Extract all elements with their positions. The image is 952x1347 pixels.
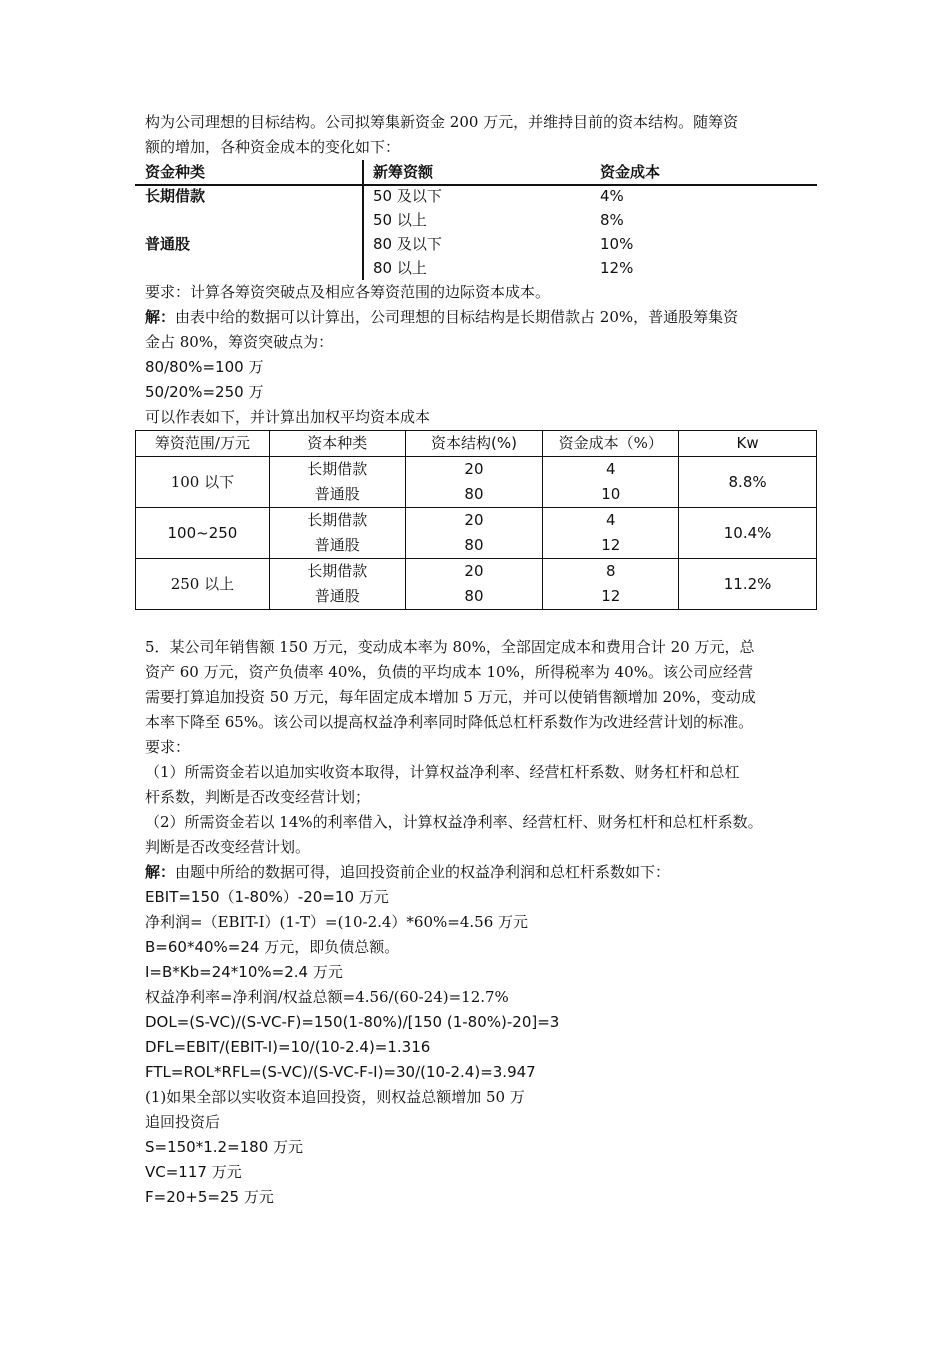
cost-cell: 12 [543, 533, 679, 559]
col-header-type: 资本种类 [269, 431, 405, 457]
kw-cell: 10.4% [679, 508, 817, 559]
row-4-cost: 12% [600, 259, 634, 277]
row-1-amount: 50 及以下 [373, 187, 442, 205]
calc-line: B=60*40%=24 万元，即负债总额。 [145, 938, 400, 956]
structure-cell: 20 [405, 457, 543, 483]
calc-line: 权益净利率=净利润/权益总额=4.56/(60-24)=12.7% [145, 988, 509, 1006]
kw-cell: 11.2% [679, 559, 817, 610]
solution-line-2: 金占 80%，筹资突破点为： [145, 333, 334, 351]
type-cell: 普通股 [269, 482, 405, 508]
problem-line: 要求： [145, 738, 191, 756]
calc-line: EBIT=150（1-80%）-20=10 万元 [145, 888, 389, 906]
problem-5-text [145, 635, 817, 860]
intro-line-1: 构为公司理想的目标结构。公司拟筹集新资金 200 万元，并维持目前的资本结构。随筹资 [145, 113, 739, 131]
header-cost: 资金成本 [600, 163, 661, 181]
capital-cost-table [145, 160, 817, 280]
type-cell: 长期借款 [269, 457, 405, 483]
range-cell: 250 以上 [136, 559, 270, 610]
kw-cell: 8.8% [679, 457, 817, 508]
problem-line: 判断是否改变经营计划。 [145, 838, 311, 856]
range-cell: 100~250 [136, 508, 270, 559]
row-3-amount: 80 及以下 [373, 235, 442, 253]
solution-line-1: 由表中给的数据可以计算出，公司理想的目标结构是长期借款占 20%，普通股筹集资 [175, 308, 739, 326]
header-amount: 新筹资额 [373, 163, 434, 181]
table-divider [362, 160, 364, 280]
cost-cell: 10 [543, 482, 679, 508]
problem-line: （1）所需资金若以追加实收资本取得，计算权益净利率、经营杠杆系数、财务杠杆和总杠 [145, 763, 740, 781]
weighted-cost-table [135, 430, 817, 610]
calc-line: 净利润=（EBIT-I）(1-T）=(10-2.4）*60%=4.56 万元 [145, 913, 529, 931]
table-row [136, 559, 817, 585]
cost-cell: 4 [543, 457, 679, 483]
requirement-line: 要求：计算各筹资突破点及相应各筹资范围的边际资本成本。 [145, 283, 551, 301]
calc-line-1: 80/80%=100 万 [145, 358, 264, 376]
row-1-cost: 4% [600, 187, 624, 205]
problem-line: 需要打算追加投资 50 万元，每年固定成本增加 5 万元，并可以使销售额增加 20%，变动成 [145, 688, 756, 706]
col-header-cost: 资金成本（%） [543, 431, 679, 457]
row-2-amount: 50 以上 [373, 211, 427, 229]
row-2-cost: 8% [600, 211, 624, 229]
row-1-type: 长期借款 [145, 187, 206, 205]
table-note: 可以作表如下，并计算出加权平均资本成本 [145, 408, 431, 426]
intro-line-2: 额的增加，各种资金成本的变化如下： [145, 138, 401, 156]
problem-line: （2）所需资金若以 14%的利率借入，计算权益净利率、经营杠杆、财务杠杆和总杠杆系数。 [145, 813, 763, 831]
structure-cell: 20 [405, 508, 543, 534]
cost-cell: 12 [543, 584, 679, 610]
table-row [136, 508, 817, 534]
problem-line: 5．某公司年销售额 150 万元，变动成本率为 80%，全部固定成本和费用合计 20 万元，总 [145, 638, 755, 656]
col-header-kw: Kw [679, 431, 817, 457]
calc-line: DFL=EBIT/(EBIT-I)=10/(10-2.4)=1.316 [145, 1038, 431, 1056]
problem-line: 杆系数，判断是否改变经营计划； [145, 788, 371, 806]
col-header-structure: 资本结构(%) [405, 431, 543, 457]
row-3-cost: 10% [600, 235, 634, 253]
header-rule [135, 184, 817, 186]
document-page [145, 110, 817, 1210]
solution-label-5: 解： [145, 863, 176, 881]
problem-line: 本率下降至 65%。该公司以提高权益净利率同时降低总杠杆系数作为改进经营计划的标准。 [145, 713, 754, 731]
calc-line: I=B*Kb=24*10%=2.4 万元 [145, 963, 343, 981]
range-cell: 100 以下 [136, 457, 270, 508]
structure-cell: 80 [405, 584, 543, 610]
cost-cell: 4 [543, 508, 679, 534]
calc-line: (1)如果全部以实收资本追回投资，则权益总额增加 50 万 [145, 1088, 525, 1106]
header-type: 资金种类 [145, 163, 206, 181]
calc-line: FTL=ROL*RFL=(S-VC)/(S-VC-F-I)=30/(10-2.4)=3.947 [145, 1063, 536, 1081]
row-4-amount: 80 以上 [373, 259, 427, 277]
calculation-list [145, 885, 817, 1210]
type-cell: 普通股 [269, 584, 405, 610]
calc-line: S=150*1.2=180 万元 [145, 1138, 304, 1156]
calc-line: DOL=(S-VC)/(S-VC-F)=150(1-80%)/[150 (1-80%)-20]=3 [145, 1013, 560, 1031]
calc-line: VC=117 万元 [145, 1163, 242, 1181]
structure-cell: 80 [405, 482, 543, 508]
table-row [136, 457, 817, 483]
calc-line: 追回投资后 [145, 1113, 221, 1131]
calc-line-2: 50/20%=250 万 [145, 383, 264, 401]
structure-cell: 20 [405, 559, 543, 585]
solution-text-5: 由题中所给的数据可得，追回投资前企业的权益净利润和总杠杆系数如下： [175, 863, 671, 881]
type-cell: 长期借款 [269, 508, 405, 534]
problem-line: 资产 60 万元，资产负债率 40%，负债的平均成本 10%，所得税率为 40%。该公司应经营 [145, 663, 753, 681]
solution-label: 解： [145, 308, 176, 326]
col-header-range: 筹资范围/万元 [136, 431, 270, 457]
structure-cell: 80 [405, 533, 543, 559]
row-3-type: 普通股 [145, 235, 191, 253]
calc-line: F=20+5=25 万元 [145, 1188, 274, 1206]
type-cell: 长期借款 [269, 559, 405, 585]
cost-cell: 8 [543, 559, 679, 585]
type-cell: 普通股 [269, 533, 405, 559]
